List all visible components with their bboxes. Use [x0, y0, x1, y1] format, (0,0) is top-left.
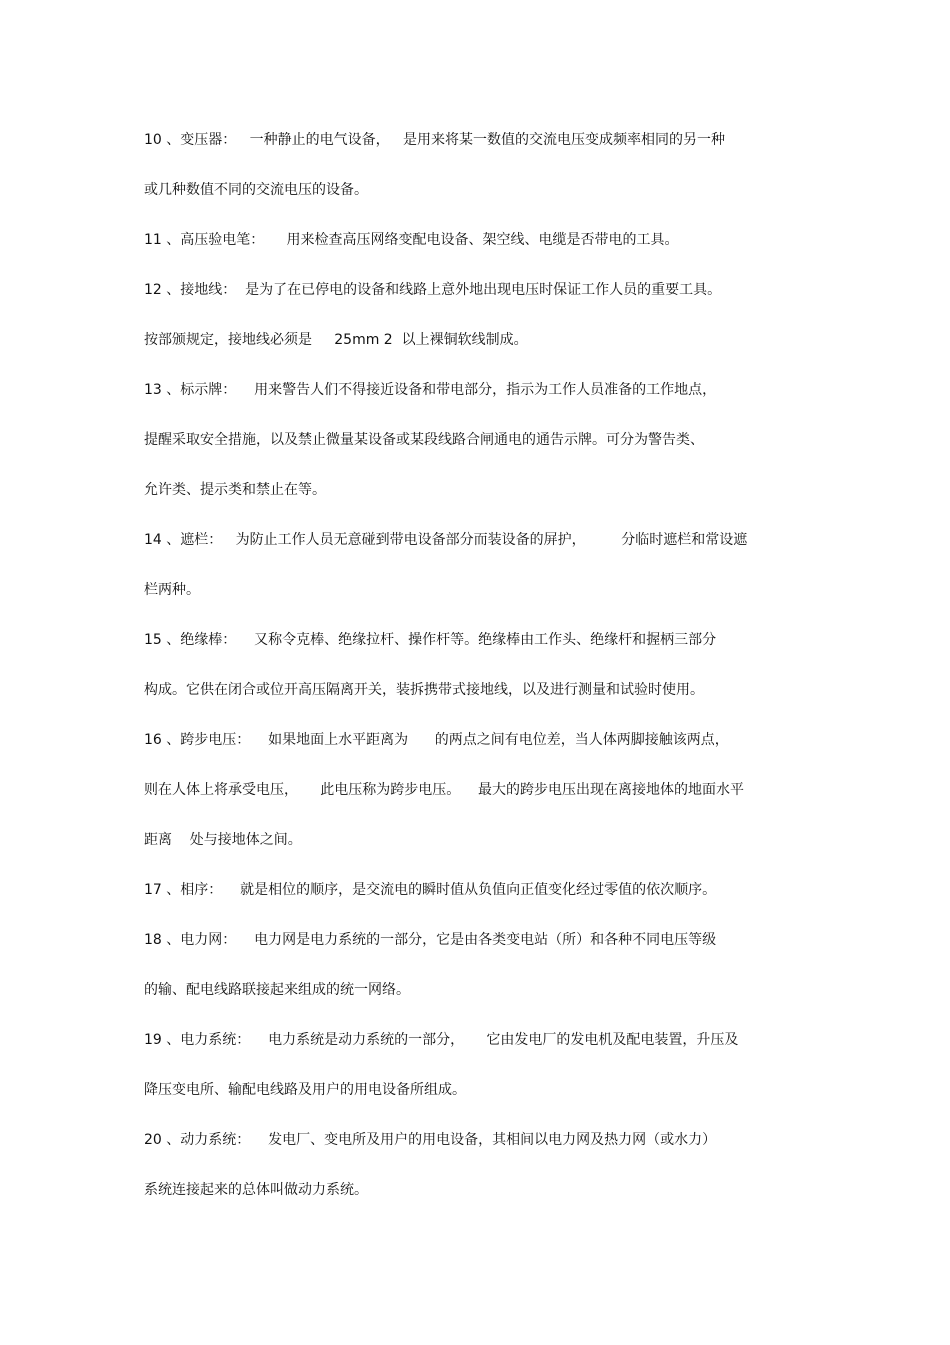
text-line: 20 、动力系统： 发电厂、变电所及用户的用电设备，其相间以电力网及热力网（或水力）	[144, 1132, 717, 1148]
text-line: 距离 处与接地体之间。	[144, 832, 302, 848]
text-line: 则在人体上将承受电压， 此电压称为跨步电压。 最大的跨步电压出现在离接地体的地面水平	[144, 782, 745, 798]
text-line: 19 、电力系统： 电力系统是动力系统的一部分， 它由发电厂的发电机及配电装置，升压及	[144, 1032, 739, 1048]
text-line: 或几种数值不同的交流电压的设备。	[144, 182, 368, 198]
text-line: 提醒采取安全措施，以及禁止微量某设备或某段线路合闸通电的通告示牌。可分为警告类、	[144, 432, 704, 448]
text-line: 18 、电力网： 电力网是电力系统的一部分，它是由各类变电站（所）和各种不同电压等级	[144, 932, 717, 948]
text-line: 16 、跨步电压： 如果地面上水平距离为 的两点之间有电位差，当人体两脚接触该两点，	[144, 732, 729, 748]
text-line: 允许类、提示类和禁止在等。	[144, 482, 326, 498]
text-line: 按部颁规定，接地线必须是 25mm 2 以上裸铜软线制成。	[144, 332, 528, 348]
text-line: 11 、高压验电笔： 用来检查高压网络变配电设备、架空线、电缆是否带电的工具。	[144, 232, 679, 248]
text-line: 构成。它供在闭合或位开高压隔离开关，装拆携带式接地线，以及进行测量和试验时使用。	[144, 682, 704, 698]
text-line: 系统连接起来的总体叫做动力系统。	[144, 1182, 368, 1198]
text-line: 17 、相序： 就是相位的顺序，是交流电的瞬时值从负值向正值变化经过零值的依次顺序。	[144, 882, 717, 898]
text-line: 14 、遮栏： 为防止工作人员无意碰到带电设备部分而装设备的屏护， 分临时遮栏和常设遮	[144, 532, 748, 548]
text-line: 13 、标示牌： 用来警告人们不得接近设备和带电部分，指示为工作人员准备的工作地点，	[144, 382, 717, 398]
text-line: 10 、变压器： 一种静止的电气设备， 是用来将某一数值的交流电压变成频率相同的另一种	[144, 132, 725, 148]
text-line: 12 、接地线： 是为了在已停电的设备和线路上意外地出现电压时保证工作人员的重要工具。	[144, 282, 722, 298]
text-line: 15 、绝缘棒： 又称令克棒、绝缘拉杆、操作杆等。绝缘棒由工作头、绝缘杆和握柄三部分	[144, 632, 717, 648]
text-line: 降压变电所、输配电线路及用户的用电设备所组成。	[144, 1082, 466, 1098]
text-line: 的输、配电线路联接起来组成的统一网络。	[144, 982, 410, 998]
text-line: 栏两种。	[144, 582, 200, 598]
